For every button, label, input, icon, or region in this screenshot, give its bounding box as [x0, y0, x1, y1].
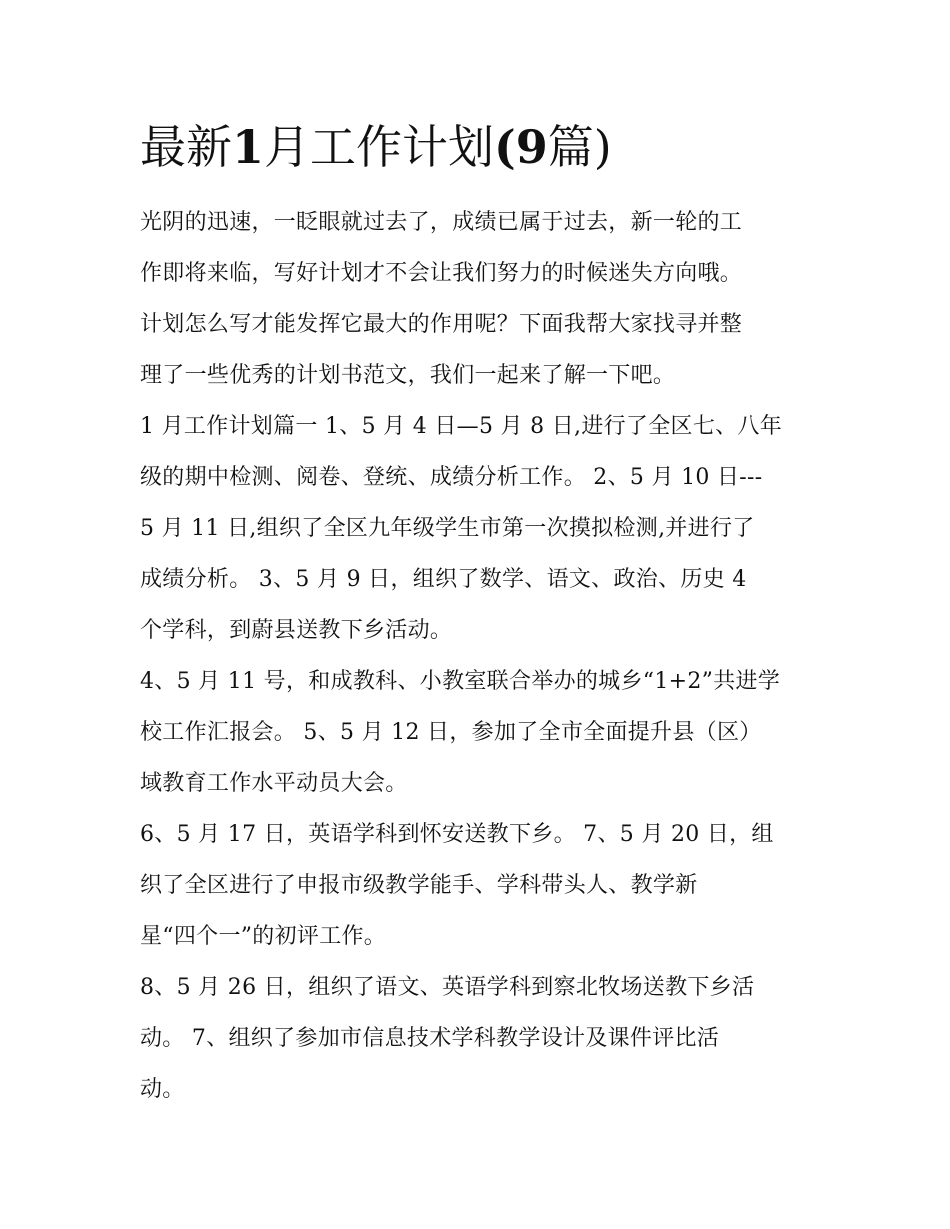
paragraph-line: 6、5 月 17 日，英语学科到怀安送教下乡。 7、5 月 20 日，组 [140, 822, 774, 847]
title-part: 月工作计划 [264, 120, 495, 174]
title-part: 1 [232, 120, 265, 174]
paragraph-line: 动。 [140, 1077, 185, 1102]
paragraph-line: 光阴的迅速，一眨眼就过去了，成绩已属于过去，新一轮的工 [140, 210, 743, 235]
paragraph-line: 织了全区进行了申报市级教学能手、学科带头人、教学新 [140, 873, 698, 898]
paragraph-line: 动。 7、组织了参加市信息技术学科教学设计及课件评比活 [140, 1026, 720, 1051]
paragraph-line: 级的期中检测、阅卷、登统、成绩分析工作。 2、5 月 10 日--- [140, 465, 763, 490]
paragraph-line: 1 月工作计划篇一 1、5 月 4 日—5 月 8 日,进行了全区七、八年 [140, 414, 783, 439]
paragraph-line: 8、5 月 26 日，组织了语文、英语学科到察北牧场送教下乡活 [140, 975, 755, 1000]
paragraph-line: 星“四个一”的初评工作。 [140, 924, 387, 949]
paragraph-line: 理了一些优秀的计划书范文，我们一起来了解一下吧。 [140, 363, 676, 388]
document-title [140, 112, 612, 182]
title-part: 最新 [140, 120, 232, 174]
paragraph-line: 4、5 月 11 号，和成教科、小教室联合举办的城乡“1+2”共进学 [140, 669, 781, 694]
title-part: 篇) [547, 120, 612, 174]
paragraph-line: 5 月 11 日,组织了全区九年级学生市第一次摸拟检测,并进行了 [140, 516, 755, 541]
document-body [140, 197, 812, 1115]
paragraph-line: 域教育工作水平动员大会。 [140, 771, 408, 796]
paragraph-line: 成绩分析。 3、5 月 9 日，组织了数学、语文、政治、历史 4 [140, 567, 747, 592]
paragraph-line: 计划怎么写才能发挥它最大的作用呢？下面我帮大家找寻并整 [140, 312, 743, 337]
title-part: (9 [494, 120, 548, 174]
paragraph-line: 校工作汇报会。 5、5 月 12 日，参加了全市全面提升县（区） [140, 720, 762, 745]
paragraph-line: 个学科，到蔚县送教下乡活动。 [140, 618, 453, 643]
paragraph-line: 作即将来临，写好计划才不会让我们努力的时候迷失方向哦。 [140, 261, 743, 286]
